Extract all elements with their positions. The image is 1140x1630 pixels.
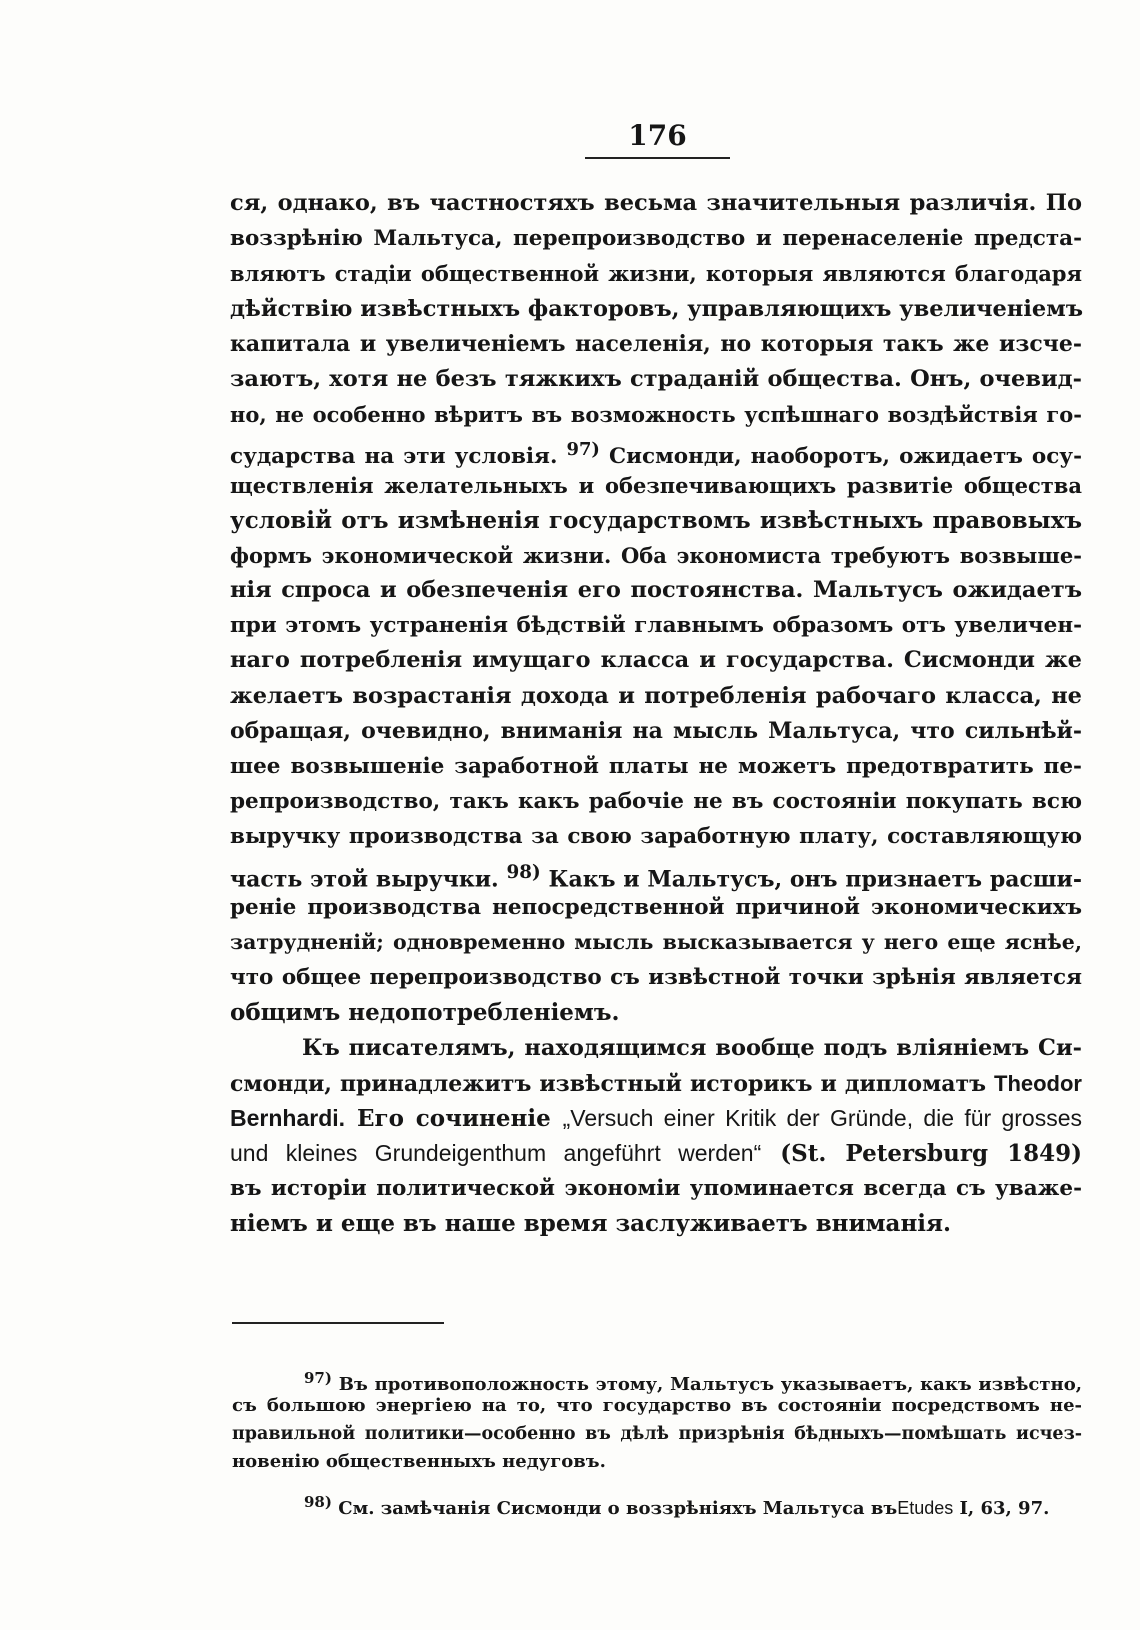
author-name: Theodor <box>994 1070 1082 1096</box>
footnote-ref-98[interactable]: 98) <box>506 861 541 883</box>
text-line <box>230 1101 1082 1136</box>
footnote-line <box>232 1488 1082 1519</box>
text-line: ніемъ и еще въ наше время заслуживаетъ вниманія. <box>230 1210 952 1238</box>
text-line: капитала и увеличеніемъ населенія, но которыя такъ же изсче- <box>230 330 1082 357</box>
text-line <box>230 432 1082 470</box>
footnote-line: новенію общественныхъ недуговъ. <box>232 1451 606 1472</box>
text-line <box>230 1066 1082 1101</box>
text-line <box>230 855 1082 890</box>
text-segment: См. замѣчанія Сисмонди о воззрѣніяхъ Мальтуса въ <box>338 1498 898 1519</box>
text-line: общимъ недопотребленіемъ. <box>230 999 620 1027</box>
text-line: въ исторіи политической экономіи упоминается всегда съ уваже- <box>230 1176 1082 1202</box>
text-line: условій отъ измѣненія государствомъ извѣстныхъ правовыхъ <box>230 506 1082 534</box>
text-segment: Сисмонди, наоборотъ, ожидаетъ осу- <box>608 444 1082 470</box>
footnote-marker: 97) <box>304 1369 332 1387</box>
text-line: но, не особенно вѣритъ въ возможность успѣшнаго воздѣйствія го- <box>230 402 1082 428</box>
text-segment: Его сочиненіе <box>356 1104 551 1132</box>
footnote-97 <box>232 1364 1082 1476</box>
footnote-ref-97[interactable]: 97) <box>566 439 600 461</box>
footnote-marker: 98) <box>304 1493 332 1511</box>
book-title: und kleines Grundeigenthum angeführt werden“ <box>230 1140 762 1167</box>
author-name: Bernhardi. <box>230 1104 346 1131</box>
text-segment: часть этой выручки. <box>230 865 499 892</box>
text-segment: смонди, принадлежитъ извѣстный историкъ и дипломатъ <box>230 1070 986 1097</box>
text-line: нія спроса и обезпеченія его постоянства. Мальтусъ ожидаетъ <box>230 577 1082 604</box>
footnote-line: правильной политики—особенно въ дѣлѣ призрѣнія бѣдныхъ—помѣшать исчез- <box>232 1424 1082 1444</box>
footnotes <box>232 1364 1082 1519</box>
text-segment: Какъ и Мальтусъ, онъ признаетъ расши- <box>548 865 1082 892</box>
text-line: дѣйствію извѣстныхъ факторовъ, управляющихъ увеличеніемъ <box>230 295 1084 322</box>
text-segment: (St. Petersburg 1849) <box>780 1140 1082 1168</box>
footnote-98 <box>232 1488 1082 1519</box>
text-line: формъ экономической жизни. Оба экономиста требуютъ возвыше- <box>230 542 1082 568</box>
text-line: репроизводство, такъ какъ рабочіе не въ состояніи покупать всю <box>230 789 1082 815</box>
text-line: Къ писателямъ, находящимся вообще подъ вліяніемъ Си- <box>302 1034 1082 1061</box>
book-title: „Versuch einer Kritik der Gründe, die für grosses <box>562 1104 1083 1131</box>
page-number-rule <box>585 157 730 159</box>
footnote-line: съ большою энергіею на то, что государство въ состояніи посредствомъ не- <box>232 1395 1082 1416</box>
text-segment: I, 63, 97. <box>959 1498 1050 1519</box>
text-line: затрудненій; одновременно мысль высказывается у него еще яснѣе, <box>230 929 1082 954</box>
main-text <box>230 186 1082 1242</box>
footnote-line <box>232 1364 1082 1395</box>
text-line: реніе производства непосредственной причиной экономическихъ <box>230 894 1082 920</box>
book-title: Etudes <box>897 1498 954 1518</box>
text-line: заютъ, хотя не безъ тяжкихъ страданій общества. Онъ, очевид- <box>230 365 1082 392</box>
text-line: вляютъ стадіи общественной жизни, которыя являются благодаря <box>230 261 1082 287</box>
text-line <box>230 1136 1082 1171</box>
text-line: при этомъ устраненія бѣдствій главнымъ образомъ отъ увеличен- <box>230 613 1082 639</box>
text-segment: Въ противоположность этому, Мальтусъ указываетъ, какъ извѣстно, <box>338 1374 1082 1395</box>
text-segment: сударства на эти условія. <box>230 444 558 470</box>
text-line: желаетъ возрастанія дохода и потребленія рабочаго класса, не <box>230 682 1082 709</box>
text-line: выручку производства за свою заработную плату, составляющую <box>230 824 1082 850</box>
text-line: обращая, очевидно, вниманія на мысль Мальтуса, что сильнѣй- <box>230 717 1082 744</box>
text-line: наго потребленія имущаго класса и государства. Сисмонди же <box>230 647 1082 674</box>
text-line: ся, однако, въ частностяхъ весьма значительныя различія. По <box>230 190 1082 216</box>
text-line: ществленія желательныхъ и обезпечивающихъ развитіе общества <box>230 472 1082 498</box>
text-line: воззрѣнію Мальтуса, перепроизводство и перенаселеніе предста- <box>230 226 1082 252</box>
footnote-separator <box>232 1322 444 1324</box>
text-line: шее возвышеніе заработной платы не можетъ предотвратить пе- <box>230 754 1082 779</box>
page-number: 176 <box>628 119 687 152</box>
text-line: что общее перепроизводство съ извѣстной точки зрѣнія является <box>230 965 1082 991</box>
